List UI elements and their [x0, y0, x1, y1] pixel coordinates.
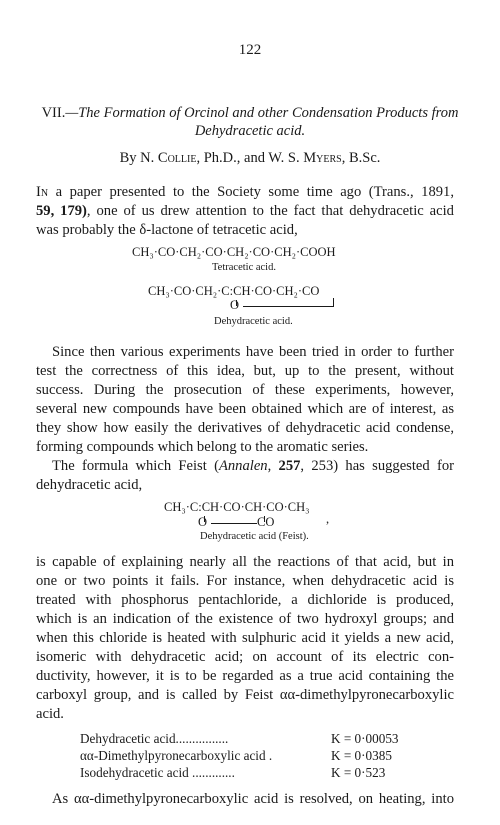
author-myers: Myers — [303, 150, 342, 166]
constant-name-2: αα-Dimethylpyronecarboxylic acid . — [80, 748, 273, 763]
para2-line-2: test the correctness of this idea, but, up to the present, without — [36, 363, 454, 379]
para4-line-2: one or two points it fails. For instance, when dehydracetic acid is — [36, 573, 454, 589]
constant-value-1: K = 0·00053 — [331, 731, 399, 746]
constant-value-2: K = 0·0385 — [331, 748, 392, 763]
para3-line-2: dehydracetic acid, — [36, 477, 143, 493]
para3-line-1: The formula which Feist (Annalen, 257, 253) has suggested for — [52, 458, 454, 474]
para4-line-1: is capable of explaining nearly all the reactions of that acid, but in — [36, 554, 454, 570]
ring-oxygen: O — [230, 298, 240, 312]
para4-line-6: isomeric with dehydracetic acid; on account of its electric con- — [36, 649, 454, 665]
feist-oxygen: O — [198, 515, 208, 529]
page-number: 122 — [238, 42, 262, 58]
feist-comma: , — [326, 512, 330, 526]
author-line: By N. Collie, Ph.D., and W. S. Myers, B.Sc. — [119, 150, 381, 166]
para4-line-5: when this chloride is heated with sulphuric acid it yields a new acid, — [36, 630, 454, 646]
para4-line-9: acid. — [36, 706, 64, 722]
author-collie: Collie — [157, 150, 197, 166]
constant-name-1: Dehydracetic acid................ — [80, 731, 229, 746]
para2-line-3: success. During the prosecution of these experiments, however, — [36, 382, 454, 398]
para4-line-3: treated with phosphorus pentachloride, a dichloride is produced, — [36, 592, 454, 608]
formula-tetracetic: CH₃·CO·CH₂·CO·CH₂·CO·CH₂·COOH — [132, 245, 336, 259]
para4-line-7: ductivity, however, it is to be regarded as a true acid containing the — [36, 668, 454, 684]
ring-bond-bottom — [243, 306, 333, 307]
para4-line-8: carboxyl group, and is called by Feist αα-dimethylpyronecarboxylic — [36, 687, 454, 703]
article-title-line-2: Dehydracetic acid. — [194, 123, 306, 139]
caption-feist: Dehydracetic acid (Feist). — [200, 531, 309, 542]
para5-line-1: As αα-dimethylpyronecarboxylic acid is resolved, on heating, into — [52, 791, 454, 807]
formula-dehydracetic: CH₃·CO·CH₂·C:CH·CO·CH₂·CO — [148, 284, 320, 298]
feist-carbonyl: CO — [257, 515, 275, 529]
para1-line-1: In a paper presented to the Society some time ago (Trans., 1891, — [36, 184, 454, 200]
caption-dehydracetic: Dehydracetic acid. — [214, 316, 293, 327]
constant-name-3: Isodehydracetic acid ............. — [80, 765, 235, 780]
feist-bond-bottom — [211, 523, 257, 524]
title-text-1: —The Formation of Orcinol and other Condensation Products from — [65, 105, 459, 121]
constant-value-3: K = 0·523 — [331, 765, 386, 780]
para4-line-4: which is an indication of the existence of two hydroxyl groups; and — [36, 611, 454, 627]
para2-line-4: several new compounds have been obtained which are of interest, as — [36, 401, 454, 417]
para1-line-3: was probably the δ-lactone of tetracetic acid, — [36, 222, 298, 238]
article-title-line-1 — [0, 105, 500, 122]
ring-bond-right — [333, 298, 334, 307]
formula-feist: CH₃·C:CH·CO·CH·CO·CH₃ — [164, 500, 310, 514]
para2-line-5: they show how easily the derivatives of dehydracetic acid condense, — [36, 420, 454, 436]
caption-tetracetic: Tetracetic acid. — [212, 262, 276, 273]
section-number: VII. — [41, 105, 66, 121]
para2-line-1: Since then various experiments have been tried in order to further — [52, 344, 454, 360]
para1-line-2: 59, 179), one of us drew attention to the fact that dehydracetic acid — [36, 203, 454, 219]
para2-line-6: forming compounds which belong to the aromatic series. — [36, 439, 369, 455]
